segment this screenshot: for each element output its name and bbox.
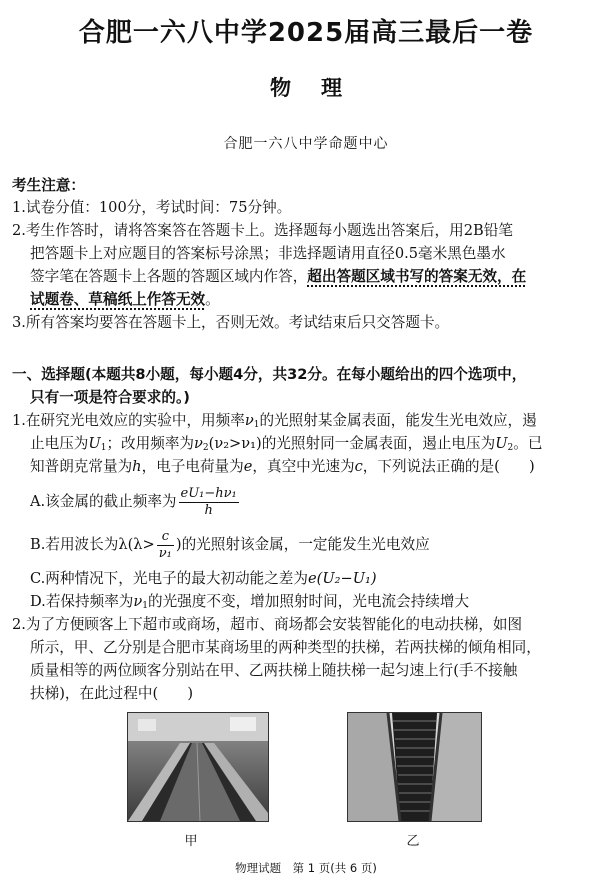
symbol-h: h [132,458,142,475]
notice-item-3: 3.所有答案均要答在答题卡上，否则无效。考试结束后只交答题卡。 [12,314,450,331]
q1-option-b [30,527,430,563]
q1-option-c [30,568,377,591]
fraction-numerator: c [157,529,174,546]
emphasis-text: 超出答题区域书写的答案无效，在 [307,268,527,285]
section-heading-line-1: 一、选择题(本题共8小题，每小题4分，共32分。在每小题给出的四个选项中， [12,366,527,383]
q1-text: 的光照射某金属表面，能发生光电效应，遏 [259,412,537,429]
subscript: 1 [100,443,107,453]
symbol-nu: ν [244,412,254,429]
page-footer: 物理试题 第 1 页(共 6 页) [235,861,377,875]
q1-text: ；改用频率为 [106,435,195,452]
q2-line-1: 2.为了方便顾客上下超市或商场，超市、商场都会安装智能化的电动扶梯，如图 [12,616,523,633]
notice-item-2-line-3 [30,266,526,289]
notice-item-2-end: 。 [205,291,220,308]
q1-text: ，真空中光速为 [252,458,355,475]
symbol-u: U [495,435,508,452]
option-text: 的光强度不变，增加照射时间，光电流会持续增大 [148,593,470,610]
figure-step-escalator [347,712,482,822]
option-text: B.若用波长为λ(λ> [30,536,155,553]
symbol-c: c [354,458,363,475]
fraction-denominator: ν₁ [158,545,172,561]
fraction-denominator: h [204,502,213,518]
q1-text: 止电压为 [30,435,89,452]
q1-text: 的光照射同一金属表面，遏止电压为 [261,435,496,452]
option-text: D.若保持频率为 [30,593,134,610]
q2-line-2: 所示，甲、乙分别是合肥市某商场里的两种类型的扶梯，若两扶梯的倾角相同， [30,639,541,656]
subscript: 2 [507,443,514,453]
notice-item-2-line-1: 2.考生作答时，请将答案答在答题卡上。选择题每小题选出答案后，用2B铅笔 [12,222,513,239]
escalator-illustration [348,713,481,821]
q1-text: 1.在研究光电效应的实验中，用频率 [12,412,245,429]
option-text: C.两种情况下，光电子的最大初动能之差为 [30,570,308,587]
notice-item-2-line-4 [30,289,220,312]
q2-line-4: 扶梯)，在此过程中( ) [30,685,194,702]
q1-text: 知普朗克常量为 [30,458,133,475]
subscript: 1 [253,420,260,430]
subscript: 2 [202,443,209,453]
section-heading-line-2: 只有一项是符合要求的。) [30,389,190,406]
caption-figure-a: 甲 [184,834,198,849]
symbol-nu: ν [133,593,143,610]
symbol-u: U [88,435,101,452]
q1-option-a [30,484,241,520]
fraction-numerator: eU₁−hν₁ [180,485,237,501]
emphasis-text: 试题卷、草稿纸上作答无效 [30,291,206,308]
notice-heading: 考生注意： [12,177,85,194]
subject-title: 物理 [270,76,372,100]
condition-expr: (ν₂>ν₁) [208,435,262,452]
q1-text: ，下列说法正确的是( ) [362,458,535,475]
issuing-center: 合肥一六八中学命题中心 [223,136,389,152]
notice-item-2-line-2: 把答题卡上对应题目的答案标号涂黑；非选择题请用直径0.5毫米黑色墨水 [30,245,506,262]
subscript: 1 [142,601,148,611]
symbol-nu: ν [194,435,203,452]
caption-figure-b: 乙 [406,834,420,849]
fraction [157,529,174,562]
notice-item-1: 1.试卷分值：100分，考试时间：75分钟。 [12,199,292,216]
fraction [179,486,239,519]
option-text: A.该金属的截止频率为 [30,493,177,510]
exam-title: 合肥一六八中学2025届高三最后一卷 [78,18,534,48]
walkway-illustration [128,713,268,821]
q1-text: 。已 [513,435,543,452]
notice-item-2-text: 签字笔在答题卡上各题的答题区域内作答， [30,268,308,285]
q1-text: ，电子电荷量为 [141,458,244,475]
figure-walkway-escalator [127,712,269,822]
energy-difference-expr: e(U₂−U₁) [307,570,377,587]
q2-line-3: 质量相等的两位顾客分别站在甲、乙两扶梯上随扶梯一起匀速上行(手不接触 [30,662,518,679]
option-text: )的光照射该金属，一定能发生光电效应 [175,536,430,553]
q1-line-3 [30,456,535,479]
symbol-e: e [243,458,253,475]
